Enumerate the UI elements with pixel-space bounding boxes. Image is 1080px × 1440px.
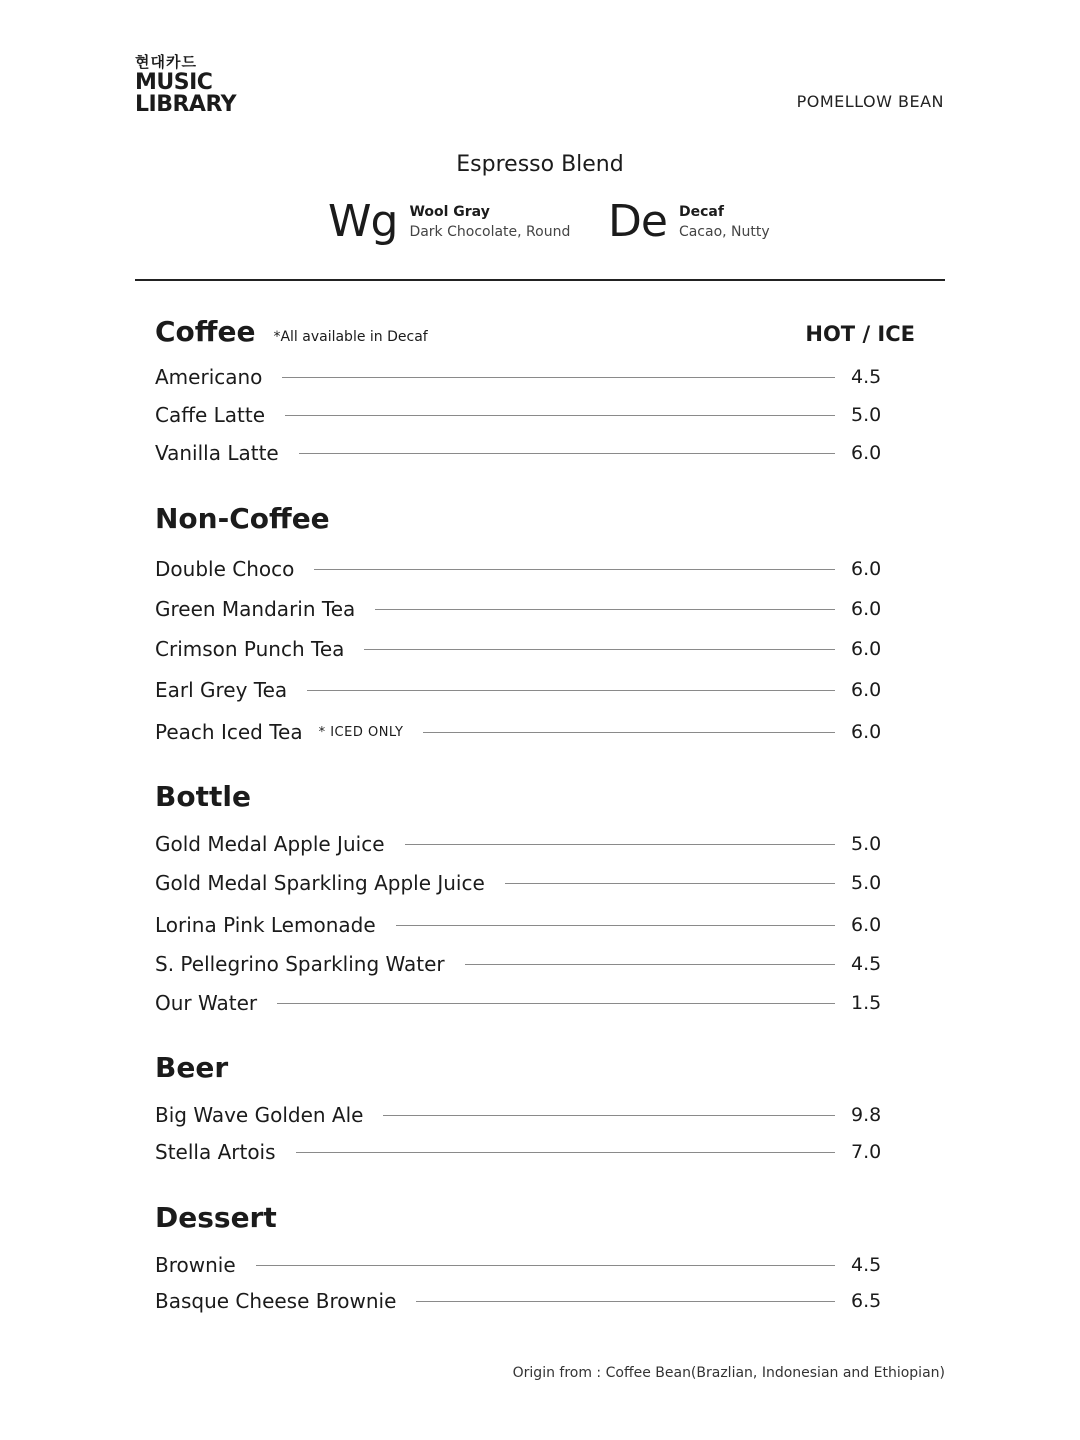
item-name: Americano	[155, 365, 263, 389]
dotted-leader	[383, 1115, 835, 1116]
section-title: Dessert	[155, 1201, 277, 1234]
item-price: 4.5	[851, 953, 882, 975]
menu-item	[155, 439, 881, 467]
section-header	[155, 315, 915, 355]
item-price: 6.0	[851, 442, 882, 464]
menu-item	[155, 869, 881, 897]
item-name: Peach Iced Tea	[155, 720, 303, 744]
section-coffee	[155, 315, 915, 475]
item-name: Stella Artois	[155, 1140, 276, 1164]
section-bottle	[155, 780, 915, 1020]
item-price: 6.0	[851, 914, 882, 936]
dotted-leader	[423, 732, 835, 733]
item-name: Double Choco	[155, 557, 295, 581]
dotted-leader	[285, 415, 835, 416]
dotted-leader	[396, 925, 835, 926]
dotted-leader	[405, 844, 836, 845]
menu-item	[155, 635, 881, 663]
dotted-leader	[296, 1152, 835, 1153]
header-divider	[135, 279, 945, 281]
item-name: Brownie	[155, 1253, 236, 1277]
menu-item	[155, 595, 881, 623]
menu-item	[155, 911, 881, 939]
dotted-leader	[314, 569, 835, 570]
item-name: Gold Medal Sparkling Apple Juice	[155, 871, 485, 895]
item-name: Green Mandarin Tea	[155, 597, 356, 621]
item-price: 6.5	[851, 1290, 882, 1312]
item-name: Caffe Latte	[155, 403, 266, 427]
menu-item	[155, 950, 881, 978]
menu-item	[155, 676, 881, 704]
menu-item	[155, 1101, 881, 1129]
section-title: Coffee	[155, 315, 256, 348]
section-title: Non-Coffee	[155, 502, 330, 535]
item-name: S. Pellegrino Sparkling Water	[155, 952, 445, 976]
dotted-leader	[375, 609, 835, 610]
blend-title: Espresso Blend	[456, 152, 624, 177]
menu-item	[155, 830, 881, 858]
logo-line-2: LIBRARY	[135, 92, 237, 117]
item-price: 5.0	[851, 872, 882, 894]
blend-notes: Cacao, Nutty	[678, 224, 770, 240]
item-price: 6.0	[851, 638, 882, 660]
blend-abbr: Wg	[328, 196, 398, 247]
blend-info	[679, 202, 770, 242]
section-header	[155, 780, 915, 820]
item-price: 5.0	[851, 404, 882, 426]
item-name: Our Water	[155, 991, 258, 1015]
item-price: 5.0	[851, 833, 882, 855]
brand-name: POMELLOW BEAN	[796, 92, 944, 111]
item-price: 1.5	[851, 992, 882, 1014]
menu-item	[155, 363, 881, 391]
section-beer	[155, 1051, 915, 1171]
item-name: Big Wave Golden Ale	[155, 1103, 364, 1127]
item-name: Lorina Pink Lemonade	[155, 913, 376, 937]
item-price: 4.5	[851, 366, 882, 388]
item-name: Vanilla Latte	[155, 441, 279, 465]
iced-only-tag: * ICED ONLY	[318, 724, 404, 740]
dotted-leader	[465, 964, 835, 965]
item-name: Crimson Punch Tea	[155, 637, 345, 661]
dotted-leader	[256, 1265, 835, 1266]
dotted-leader	[299, 453, 835, 454]
section-header	[155, 1051, 915, 1091]
blend-wool-gray	[328, 198, 570, 246]
item-price: 6.0	[851, 721, 882, 743]
menu-item	[155, 1287, 881, 1315]
item-price: 9.8	[851, 1104, 882, 1126]
dotted-leader	[505, 883, 835, 884]
item-price: 6.0	[851, 558, 882, 580]
dotted-leader	[277, 1003, 835, 1004]
item-name: Basque Cheese Brownie	[155, 1289, 397, 1313]
section-title: Beer	[155, 1051, 229, 1084]
menu-item	[155, 718, 881, 746]
section-dessert	[155, 1201, 915, 1321]
section-header	[155, 1201, 915, 1241]
dotted-leader	[364, 649, 835, 650]
music-library-logo	[135, 55, 236, 116]
item-name: Earl Grey Tea	[155, 678, 288, 702]
item-price: 4.5	[851, 1254, 882, 1276]
menu-item	[155, 1138, 881, 1166]
hot-ice-label: HOT / ICE	[805, 322, 915, 346]
origin-footnote: Origin from : Coffee Bean(Brazlian, Indonesian and Ethiopian)	[512, 1365, 945, 1381]
menu-item	[155, 401, 881, 429]
section-header	[155, 502, 915, 542]
menu-item	[155, 989, 881, 1017]
blend-notes: Dark Chocolate, Round	[409, 224, 571, 240]
dotted-leader	[307, 690, 835, 691]
item-name: Gold Medal Apple Juice	[155, 832, 385, 856]
section-note: *All available in Decaf	[273, 329, 428, 345]
blend-decaf	[608, 198, 770, 246]
item-price: 7.0	[851, 1141, 882, 1163]
blend-name: Wool Gray	[409, 204, 490, 220]
logo-korean-text: 현대카드	[135, 53, 197, 71]
logo-line-1: MUSIC	[135, 70, 213, 95]
dotted-leader	[282, 377, 835, 378]
menu-item	[155, 555, 881, 583]
menu-item	[155, 1251, 881, 1279]
blend-info	[409, 202, 570, 242]
item-price: 6.0	[851, 598, 882, 620]
blend-name: Decaf	[678, 204, 724, 220]
dotted-leader	[416, 1301, 835, 1302]
section-title: Bottle	[155, 780, 251, 813]
section-non-coffee	[155, 502, 915, 752]
blend-abbr: De	[608, 196, 667, 247]
item-price: 6.0	[851, 679, 882, 701]
